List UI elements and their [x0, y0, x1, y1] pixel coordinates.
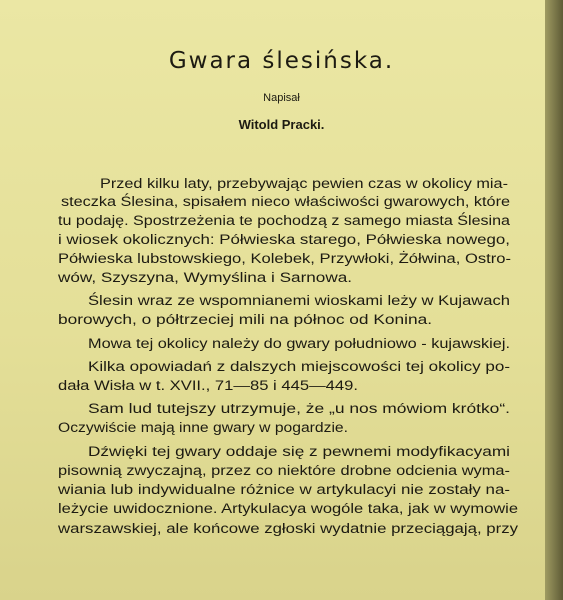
text-line: Mowa tej okolicy należy do gwary południowo - kujawskiej. [88, 336, 510, 352]
text-line: Przed kilku laty, przebywając pewien czas w okolicy mia- [100, 176, 508, 192]
text-line: Półwieska lubstowskiego, Kolebek, Przywłoki, Żółwina, Ostro- [58, 251, 511, 267]
author-name: Witold Pracki. [238, 117, 325, 132]
text-line: dała Wisła w t. XVII., 71—85 i 445—449. [58, 378, 358, 394]
text-line: pisownią zwyczajną, przez co niektóre drobne odcienia wyma- [58, 463, 510, 479]
text-line: Ślesin wraz ze wspomnianemi wioskami leży w Kujawach [88, 293, 510, 309]
text-line: Kilka opowiadań z dalszych miejscowości tej okolicy po- [88, 359, 510, 375]
page-edge-shadow [545, 0, 563, 600]
text-line: wiania lub indywidualne różnice w artykulacyi nie zostały na- [58, 482, 511, 498]
text-line: i wiosek okolicznych: Półwieska starego, Półwieska nowego, [58, 232, 510, 248]
article-title: Gwara ślesińska. [168, 48, 395, 74]
text-line: wów, Szyszyna, Wymyślina i Sarnowa. [58, 270, 352, 286]
text-line: borowych, o półtrzeciej mili na północ od Konina. [58, 312, 432, 328]
text-line: steczka Ślesina, spisałem nieco właściwości gwarowych, które [61, 194, 510, 210]
text-line: Dźwięki tej gwary oddaje się z pewnemi modyfikacyami [88, 444, 510, 460]
text-line: leżycie uwidocznione. Artykulacya wogóle taka, jak w wymowie [58, 501, 518, 517]
text-line: tu podaję. Spostrzeżenia te pochodzą z samego miasta Ślesina [58, 213, 510, 229]
text-line: warszawskiej, ale końcowe zgłoski wydatnie przeciągają, przy [58, 521, 518, 537]
text-line: Sam lud tutejszy utrzymuje, że „u nos mówiom krótko“. [88, 401, 510, 417]
byline: Napisał [263, 92, 300, 104]
text-line: Oczywiście mają inne gwary w pogardzie. [58, 420, 348, 436]
